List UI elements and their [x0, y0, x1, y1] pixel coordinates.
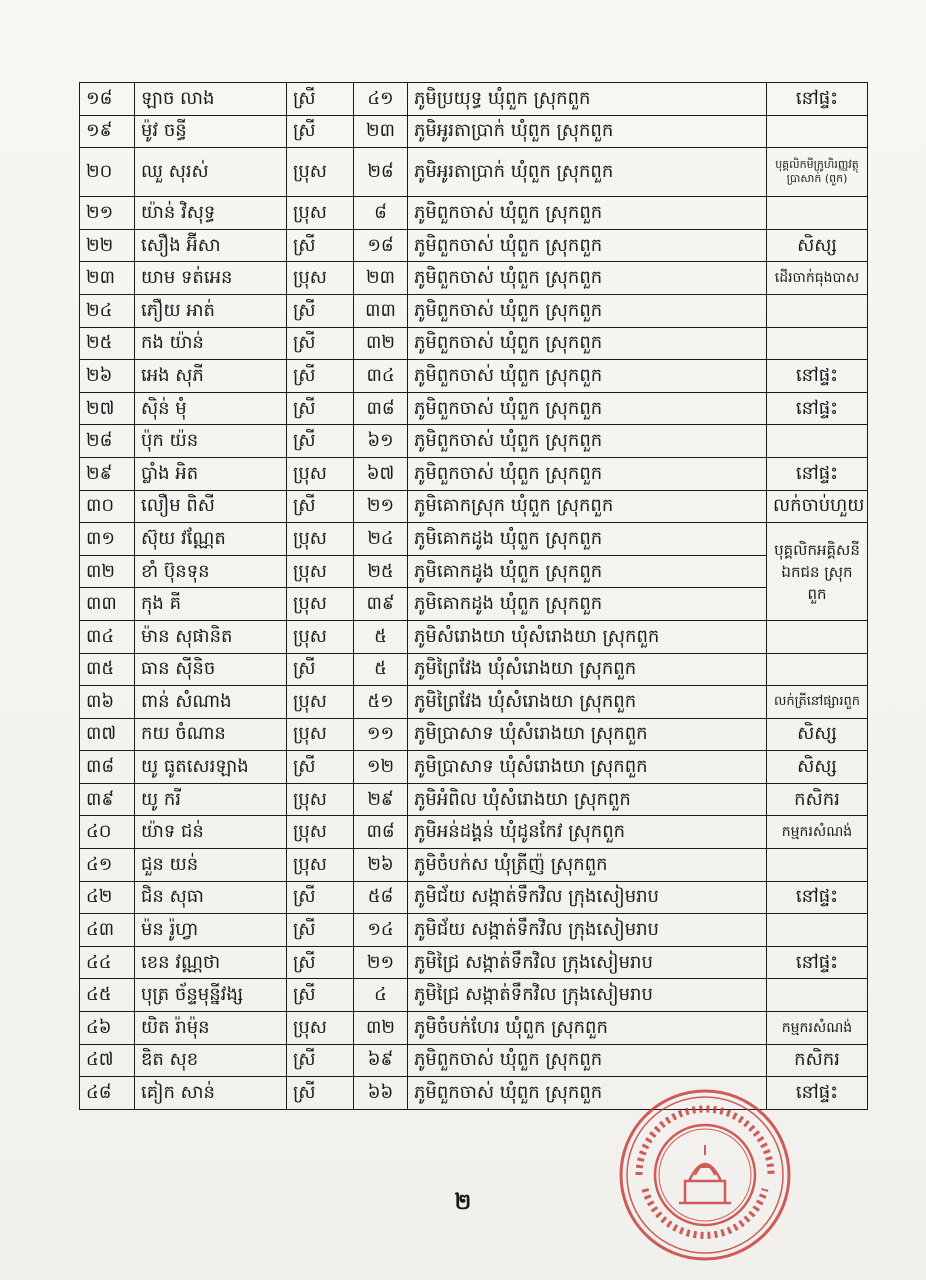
- note-cell: [767, 327, 868, 360]
- table-row: [80, 327, 868, 360]
- address-cell: ភូមិព្រៃវែង ឃុំសំរោងយា ស្រុកពួក: [408, 653, 767, 686]
- official-stamp-seal: [615, 1085, 795, 1265]
- note-cell: នៅផ្ទះ: [767, 83, 868, 116]
- address-cell: ភូមិគោកដូង ឃុំពួក ស្រុកពួក: [408, 523, 767, 556]
- sex-cell: ប្រុស: [287, 1012, 354, 1045]
- age-cell: ៨: [354, 197, 408, 230]
- table-row: [80, 392, 868, 425]
- row-number-cell: ៣៥: [80, 653, 135, 686]
- address-cell: ភូមិពួកចាស់ ឃុំពួក ស្រុកពួក: [408, 197, 767, 230]
- age-cell: ៥: [354, 620, 408, 653]
- name-cell: ធាន ស៊ីនិច: [135, 653, 287, 686]
- address-cell: ភូមិអន់ដង្គន់ ឃុំដូនកែវ ស្រុកពួក: [408, 816, 767, 849]
- name-cell: ឈួ សុរស់: [135, 148, 287, 197]
- row-number-cell: ២០: [80, 148, 135, 197]
- age-cell: ៤: [354, 979, 408, 1012]
- address-cell: ភូមិព្រៃវែង ឃុំសំរោងយា ស្រុកពួក: [408, 686, 767, 719]
- sex-cell: ស្រី: [287, 653, 354, 686]
- name-cell: ភឿយ អាត់: [135, 294, 287, 327]
- name-cell: ខាំ ប៊ុនទុន: [135, 555, 287, 588]
- age-cell: ២៦: [354, 849, 408, 882]
- age-cell: ២៤: [354, 523, 408, 556]
- row-number-cell: ៤៥: [80, 979, 135, 1012]
- age-cell: ៣២: [354, 1012, 408, 1045]
- address-cell: ភូមិជ័យ សង្កាត់ទឹកវិល ក្រុងសៀមរាប: [408, 914, 767, 947]
- row-number-cell: ៤៨: [80, 1077, 135, 1110]
- row-number-cell: ៣៤: [80, 620, 135, 653]
- row-number-cell: ៣៨: [80, 751, 135, 784]
- table-row: [80, 425, 868, 458]
- address-cell: ភូមិជ្រៃ សង្កាត់ទឹកវិល ក្រុងសៀមរាប: [408, 979, 767, 1012]
- name-cell: អេង សុភី: [135, 360, 287, 393]
- row-number-cell: ២៣: [80, 262, 135, 295]
- row-number-cell: ៣៧: [80, 718, 135, 751]
- sex-cell: ប្រុស: [287, 620, 354, 653]
- age-cell: ៤១: [354, 83, 408, 116]
- age-cell: ៦៩: [354, 1044, 408, 1077]
- sex-cell: ស្រី: [287, 881, 354, 914]
- note-cell: [767, 849, 868, 882]
- table-row: [80, 83, 868, 116]
- age-cell: ៦៧: [354, 457, 408, 490]
- name-cell: កុង គី: [135, 588, 287, 621]
- row-number-cell: ១៩: [80, 115, 135, 148]
- age-cell: ២៨: [354, 148, 408, 197]
- address-cell: ភូមិពួកចាស់ ឃុំពួក ស្រុកពួក: [408, 392, 767, 425]
- address-cell: ភូមិពួកចាស់ ឃុំពួក ស្រុកពួក: [408, 360, 767, 393]
- note-cell: [767, 425, 868, 458]
- note-cell: បុគ្គលិកមីក្រូហិរញ្ញវត្ថុ ប្រាសាក់ (ពួក): [767, 148, 868, 197]
- table-row: [80, 946, 868, 979]
- table-row: [80, 653, 868, 686]
- table-row: [80, 718, 868, 751]
- address-cell: ភូមិពួកចាស់ ឃុំពួក ស្រុកពួក: [408, 1044, 767, 1077]
- address-cell: ភូមិពួកចាស់ ឃុំពួក ស្រុកពួក: [408, 425, 767, 458]
- address-cell: ភូមិចំបក់ស ឃុំត្រីញ៉ ស្រុកពួក: [408, 849, 767, 882]
- table-row: [80, 294, 868, 327]
- address-cell: ភូមិគោកស្រុក ឃុំពួក ស្រុកពួក: [408, 490, 767, 523]
- sex-cell: ប្រុស: [287, 148, 354, 197]
- age-cell: ៣៤: [354, 360, 408, 393]
- name-cell: បុត្រ ច័ន្ទមុន្នីវង្ស: [135, 979, 287, 1012]
- row-number-cell: ៤១: [80, 849, 135, 882]
- sex-cell: ប្រុស: [287, 523, 354, 556]
- note-cell: នៅផ្ទះ: [767, 946, 868, 979]
- sex-cell: ស្រី: [287, 914, 354, 947]
- age-cell: ៦១: [354, 425, 408, 458]
- name-cell: ឡាច លាង: [135, 83, 287, 116]
- sex-cell: ស្រី: [287, 946, 354, 979]
- note-cell: [767, 197, 868, 230]
- sex-cell: ស្រី: [287, 229, 354, 262]
- sex-cell: ស្រី: [287, 490, 354, 523]
- sex-cell: ប្រុស: [287, 849, 354, 882]
- note-cell: កម្មករសំណង់: [767, 816, 868, 849]
- age-cell: ៣២: [354, 327, 408, 360]
- sex-cell: ស្រី: [287, 294, 354, 327]
- address-cell: ភូមិពួកចាស់ ឃុំពួក ស្រុកពួក: [408, 1077, 767, 1110]
- address-cell: ភូមិពួកចាស់ ឃុំពួក ស្រុកពួក: [408, 229, 767, 262]
- age-cell: ១១: [354, 718, 408, 751]
- note-cell: នៅផ្ទះ: [767, 457, 868, 490]
- age-cell: ៣៨: [354, 816, 408, 849]
- table-row: [80, 686, 868, 719]
- name-cell: ខេន វណ្ណថា: [135, 946, 287, 979]
- table-row: [80, 979, 868, 1012]
- address-cell: ភូមិប្រាសាទ ឃុំសំរោងយា ស្រុកពួក: [408, 718, 767, 751]
- row-number-cell: ៣១: [80, 523, 135, 556]
- name-cell: គៀក សាន់: [135, 1077, 287, 1110]
- table-body: [80, 83, 868, 1110]
- address-cell: ភូមិពួកចាស់ ឃុំពួក ស្រុកពួក: [408, 327, 767, 360]
- address-cell: ភូមិសំរោងយា ឃុំសំរោងយា ស្រុកពួក: [408, 620, 767, 653]
- table-row: [80, 523, 868, 556]
- address-cell: ភូមិគោកដូង ឃុំពួក ស្រុកពួក: [408, 555, 767, 588]
- address-cell: ភូមិពួកចាស់ ឃុំពួក ស្រុកពួក: [408, 457, 767, 490]
- row-number-cell: ៣៦: [80, 686, 135, 719]
- name-cell: កង យ៉ាន់: [135, 327, 287, 360]
- age-cell: ២៣: [354, 262, 408, 295]
- address-cell: ភូមិគោកដូង ឃុំពួក ស្រុកពួក: [408, 588, 767, 621]
- address-cell: ភូមិប្រយុទ្ធ ឃុំពួក ស្រុកពួក: [408, 83, 767, 116]
- name-cell: ពាន់ សំណាង: [135, 686, 287, 719]
- address-cell: ភូមិប្រាសាទ ឃុំសំរោងយា ស្រុកពួក: [408, 751, 767, 784]
- row-number-cell: ២៩: [80, 457, 135, 490]
- table-row: [80, 620, 868, 653]
- row-number-cell: ៣២: [80, 555, 135, 588]
- note-cell-merged: បុគ្គលិកអគ្គិសនី ឯកជន ស្រុកពួក: [767, 523, 868, 621]
- row-number-cell: ៤៣: [80, 914, 135, 947]
- patient-list-table: [79, 82, 868, 1110]
- row-number-cell: ២៦: [80, 360, 135, 393]
- name-cell: យិត រ៉ាម៉ុន: [135, 1012, 287, 1045]
- sex-cell: ប្រុស: [287, 588, 354, 621]
- row-number-cell: ៤៧: [80, 1044, 135, 1077]
- age-cell: ៣៣: [354, 294, 408, 327]
- table-row: [80, 849, 868, 882]
- row-number-cell: ២២: [80, 229, 135, 262]
- note-cell: ដើរចាក់ធុងបាស: [767, 262, 868, 295]
- sex-cell: ប្រុស: [287, 262, 354, 295]
- table-row: [80, 555, 868, 588]
- note-cell: កសិករ: [767, 1044, 868, 1077]
- sex-cell: ប្រុស: [287, 718, 354, 751]
- sex-cell: ប្រុស: [287, 197, 354, 230]
- row-number-cell: ២៧: [80, 392, 135, 425]
- age-cell: ១៤: [354, 914, 408, 947]
- table-row: [80, 914, 868, 947]
- note-cell: [767, 115, 868, 148]
- table-row: [80, 1012, 868, 1045]
- table-row: [80, 751, 868, 784]
- age-cell: ៦៦: [354, 1077, 408, 1110]
- table-row: [80, 490, 868, 523]
- age-cell: ៥៨: [354, 881, 408, 914]
- note-cell: នៅផ្ទះ: [767, 392, 868, 425]
- name-cell: ប្លាំង អិត: [135, 457, 287, 490]
- row-number-cell: ២៨: [80, 425, 135, 458]
- address-cell: ភូមិជ្រៃ សង្កាត់ទឹកវិល ក្រុងសៀមរាប: [408, 946, 767, 979]
- sex-cell: ស្រី: [287, 360, 354, 393]
- table-row: [80, 360, 868, 393]
- name-cell: ម៉ូវ ចន្ធី: [135, 115, 287, 148]
- note-cell: [767, 294, 868, 327]
- age-cell: ២៩: [354, 783, 408, 816]
- note-cell: កម្មករសំណង់: [767, 1012, 868, 1045]
- age-cell: ២១: [354, 946, 408, 979]
- age-cell: ៣៨: [354, 392, 408, 425]
- row-number-cell: ២១: [80, 197, 135, 230]
- row-number-cell: ៣៣: [80, 588, 135, 621]
- row-number-cell: ៣៩: [80, 783, 135, 816]
- name-cell: ស៊ុយ វណ្ណែត: [135, 523, 287, 556]
- name-cell: ឌិត សុខ: [135, 1044, 287, 1077]
- table-row: [80, 148, 868, 197]
- name-cell: យាម ទត់អេន: [135, 262, 287, 295]
- sex-cell: ប្រុស: [287, 783, 354, 816]
- name-cell: ជួន យន់: [135, 849, 287, 882]
- note-cell: លក់ត្រីនៅផ្សារពួក: [767, 686, 868, 719]
- note-cell: [767, 914, 868, 947]
- sex-cell: ប្រុស: [287, 816, 354, 849]
- table-row: [80, 881, 868, 914]
- row-number-cell: ១៨: [80, 83, 135, 116]
- table-row: [80, 229, 868, 262]
- address-cell: ភូមិអំពិល ឃុំសំរោងយា ស្រុកពួក: [408, 783, 767, 816]
- address-cell: ភូមិពួកចាស់ ឃុំពួក ស្រុកពួក: [408, 262, 767, 295]
- sex-cell: ស្រី: [287, 83, 354, 116]
- sex-cell: ប្រុស: [287, 457, 354, 490]
- table-row: [80, 588, 868, 621]
- note-cell: [767, 653, 868, 686]
- note-cell: កសិករ: [767, 783, 868, 816]
- note-cell: នៅផ្ទះ: [767, 360, 868, 393]
- name-cell: ម៉ាន សុផានិត: [135, 620, 287, 653]
- sex-cell: ស្រី: [287, 979, 354, 1012]
- name-cell: កយ ចំណាន: [135, 718, 287, 751]
- table-row: [80, 1044, 868, 1077]
- table-row: [80, 783, 868, 816]
- age-cell: ២៥: [354, 555, 408, 588]
- age-cell: ២១: [354, 490, 408, 523]
- note-cell: លក់ចាប់ហួយ: [767, 490, 868, 523]
- name-cell: ជិន សុធា: [135, 881, 287, 914]
- row-number-cell: ៤៤: [80, 946, 135, 979]
- name-cell: យ៉ាទ ជន់: [135, 816, 287, 849]
- age-cell: ៥១: [354, 686, 408, 719]
- name-cell: យូ ករី: [135, 783, 287, 816]
- address-cell: ភូមិចំបក់ហែរ ឃុំពួក ស្រុកពួក: [408, 1012, 767, 1045]
- note-cell: សិស្ស: [767, 718, 868, 751]
- note-cell: សិស្ស: [767, 751, 868, 784]
- table-row: [80, 262, 868, 295]
- age-cell: ១៨: [354, 229, 408, 262]
- address-cell: ភូមិអូរតាប្រាក់ ឃុំពួក ស្រុកពួក: [408, 115, 767, 148]
- note-cell: [767, 620, 868, 653]
- table-row: [80, 197, 868, 230]
- name-cell: ប៉ុក យ៉ន: [135, 425, 287, 458]
- note-cell: នៅផ្ទះ: [767, 881, 868, 914]
- sex-cell: ស្រី: [287, 425, 354, 458]
- name-cell: សឿង អ៊ីសា: [135, 229, 287, 262]
- sex-cell: ស្រី: [287, 327, 354, 360]
- sex-cell: ស្រី: [287, 1077, 354, 1110]
- sex-cell: ស្រី: [287, 1044, 354, 1077]
- age-cell: ១២: [354, 751, 408, 784]
- page-number: ២: [454, 1190, 472, 1215]
- note-cell: នៅផ្ទះ: [767, 1077, 868, 1110]
- age-cell: ៥: [354, 653, 408, 686]
- age-cell: ២៣: [354, 115, 408, 148]
- sex-cell: ស្រី: [287, 392, 354, 425]
- name-cell: ស៊ិន់ មុំ: [135, 392, 287, 425]
- sex-cell: ប្រុស: [287, 686, 354, 719]
- name-cell: យូ ធូតសេរឡាង: [135, 751, 287, 784]
- row-number-cell: ២៥: [80, 327, 135, 360]
- seal-graphic: [621, 1091, 789, 1259]
- sex-cell: ស្រី: [287, 751, 354, 784]
- table-row: [80, 115, 868, 148]
- address-cell: ភូមិអូរតាប្រាក់ ឃុំពួក ស្រុកពួក: [408, 148, 767, 197]
- sex-cell: ស្រី: [287, 115, 354, 148]
- sex-cell: ប្រុស: [287, 555, 354, 588]
- name-cell: ម៉ន រ៉ូហ្វា: [135, 914, 287, 947]
- row-number-cell: ៤២: [80, 881, 135, 914]
- row-number-cell: ៤០: [80, 816, 135, 849]
- age-cell: ៣៩: [354, 588, 408, 621]
- row-number-cell: ៤៦: [80, 1012, 135, 1045]
- table-row: [80, 816, 868, 849]
- table-row: [80, 457, 868, 490]
- name-cell: លឿម ពិសី: [135, 490, 287, 523]
- note-cell: [767, 979, 868, 1012]
- note-cell: សិស្ស: [767, 229, 868, 262]
- row-number-cell: ៣០: [80, 490, 135, 523]
- address-cell: ភូមិពួកចាស់ ឃុំពួក ស្រុកពួក: [408, 294, 767, 327]
- name-cell: យ៉ាន់ វិសុទ្ធ: [135, 197, 287, 230]
- address-cell: ភូមិជ័យ សង្កាត់ទឹកវិល ក្រុងសៀមរាប: [408, 881, 767, 914]
- row-number-cell: ២៤: [80, 294, 135, 327]
